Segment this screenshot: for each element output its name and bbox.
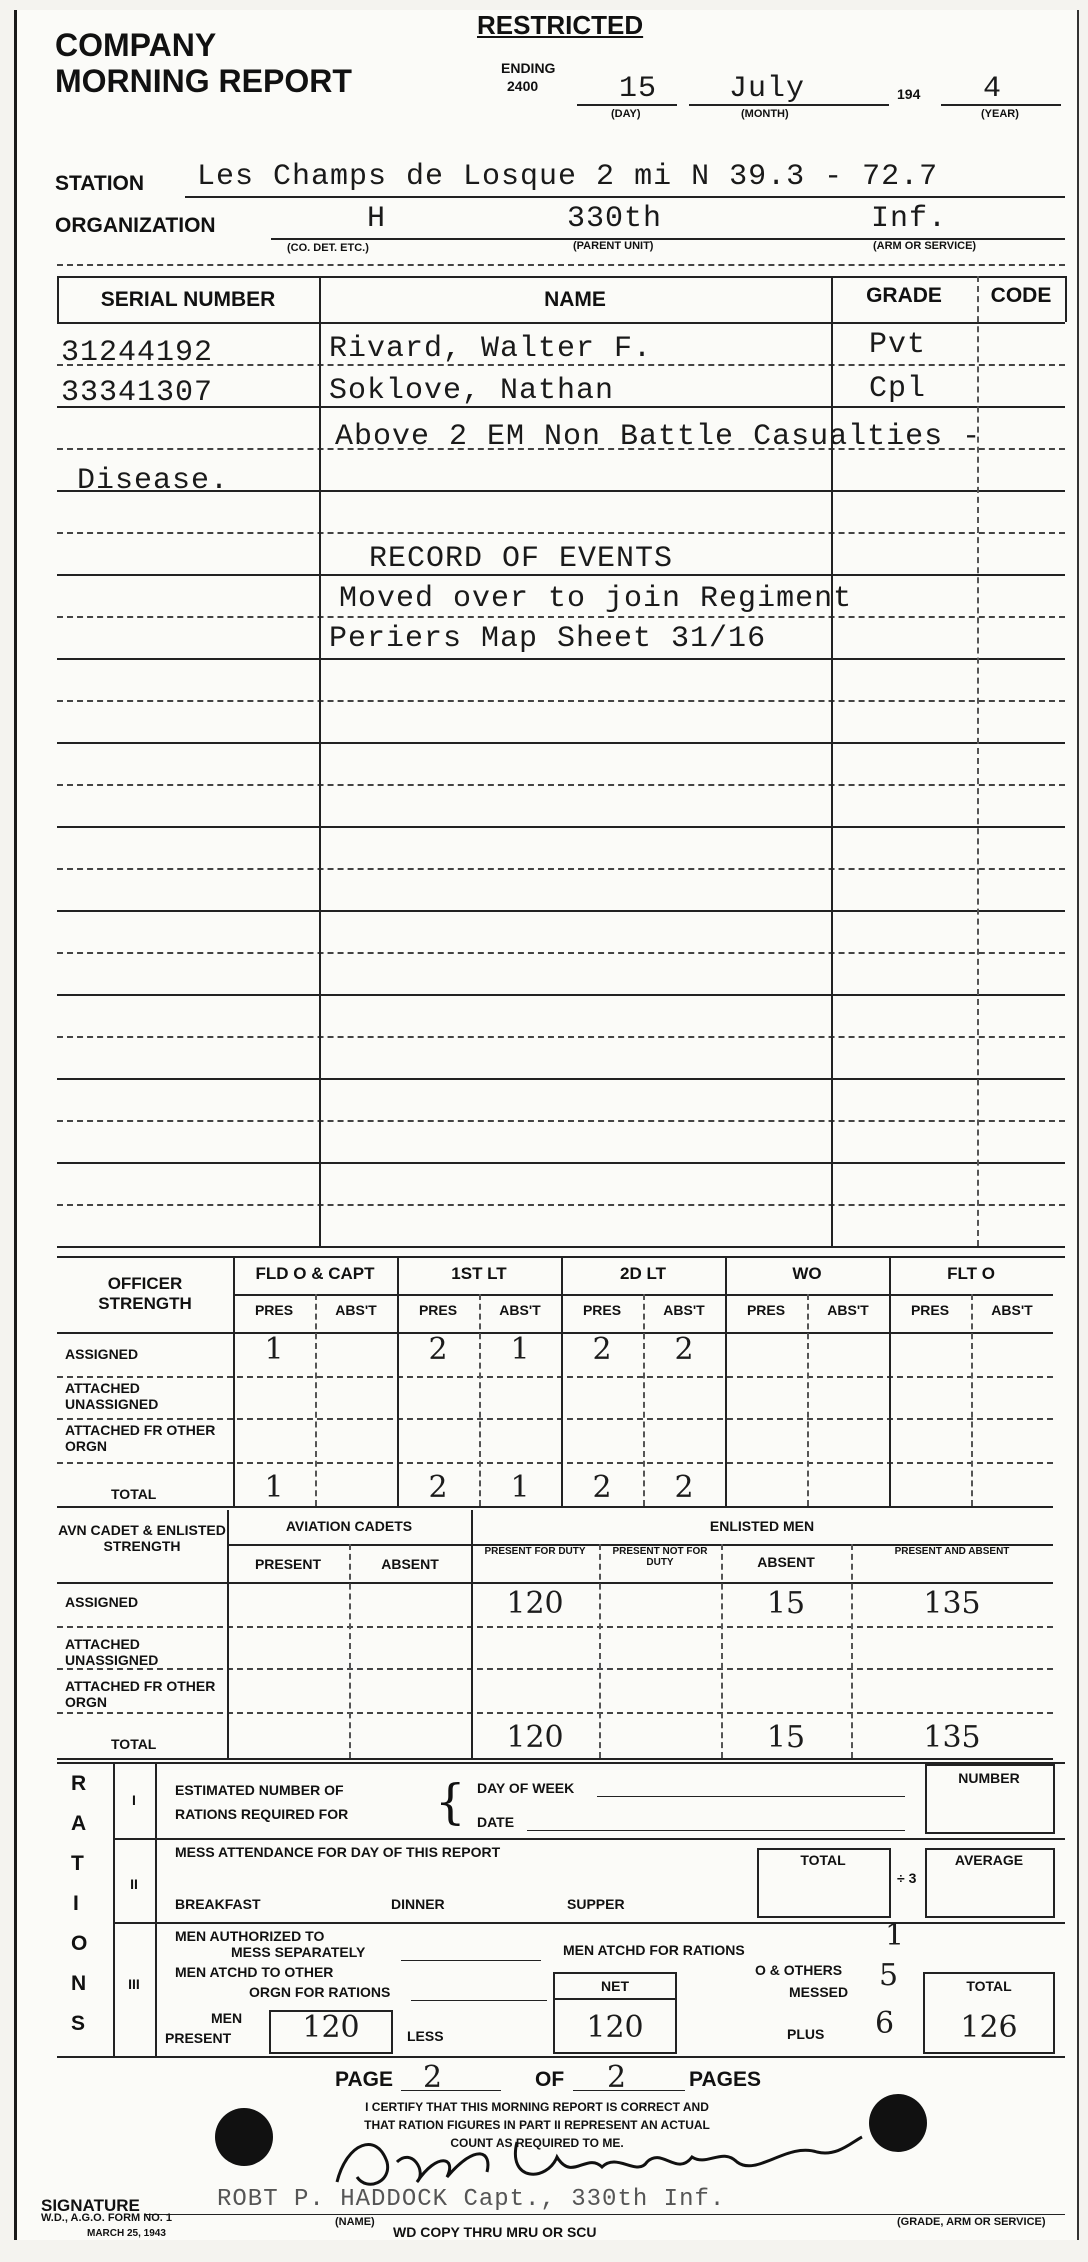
enlisted-line	[57, 1626, 1053, 1628]
certify-line3: COUNT AS REQUIRED TO ME.	[450, 2136, 624, 2150]
roster-col-line	[319, 276, 321, 1246]
binder-hole-right	[869, 2094, 927, 2152]
rations-col-line	[155, 1762, 157, 2056]
station-value: Les Champs de Losque 2 mi N 39.3 - 72.7	[197, 160, 939, 194]
form-number: W.D., A.G.O. FORM NO. 1	[41, 2212, 172, 2224]
number-label: NUMBER	[958, 1770, 1020, 1786]
sub-pres-4: PRES	[746, 1302, 786, 1318]
atchd-for-rations-label: MEN ATCHD FOR RATIONS	[563, 1942, 745, 1958]
mess-attendance-label: MESS ATTENDANCE FOR DAY OF THIS REPORT	[175, 1844, 501, 1860]
breakfast-label: BREAKFAST	[175, 1896, 261, 1912]
morning-report-form: RESTRICTED COMPANY MORNING REPORT ENDING 2400 15 July 194 4 (DAY) (MONTH) (YEAR) STATION Les Champs de Losque 2 mi N 39.3 - 72.7 ORGANIZATION H 330th Inf. (CO. DET. ETC.) (PARENT UNIT) (ARM OR SERVICE) SERIAL NUMBER NAME GRADE CODE 31244192 Rivard, Walter F. Pvt 33341307 Soklove, Nathan Cpl Above 2 EM Non Battle Casualties - Disease. RECORD OF EVENTS Moved over to join Regiment Periers Map Sheet 31/16 OFFICER STRENGTH FLD O & CAPT 1ST LT 2D LT WO FLT O PRES ABS'T PRES ABS'T PRES ABS'T PRES ABS'T PRES ABS'T ASSIGNED ATTACHED UNASSIGNED ATTACHED FR OTHER ORGN TOTAL 1 2 1 2 2 1 2 1 2 2 AVN CADET & ENLISTED STRENGTH AVIATION CADETS ENLISTED MEN PRESENT ABSENT PRESENT FOR DUTY PRESENT NOT FOR DUTY ABSENT PRESENT AND ABSENT ASSIGNED ATTACHED UNASSIGNED ATTACHED FR OTHER ORGN TOTAL 120 15 135 120 15 135 R A T I O N S I II III ESTIMATED NUMBER OF RATIONS REQUIRED FOR { DAY OF WEEK DATE NUMBER MESS ATTENDANCE FOR DAY OF THIS REPORT BREAKFAST DINNER SUPPER TOTAL ÷ 3 AVERAGE MEN AUTHORIZED TO MESS SEPARATELY MEN ATCHD TO OTHER ORGN FOR RATIONS MEN PRESENT 120 LESS NET 120 MEN ATCHD FOR RATIONS 1 O & OTHERS MESSED 5 PLUS 6 TOTAL 126 PAGE 2 OF 2 PAGES I CERTIFY THAT THIS MORNING REPORT IS CORRECT AND THAT RATION FIGURES IN PART II REPRESENT AN ACTUAL COUNT AS REQUIRED TO ME. SIGNATURE ROBT P. HADDOCK Capt., 330th Inf. (NAME) (GRADE, ARM OR SERVICE) W.D., A.G.O. FORM NO. 1 MARCH 25, 1943 WD COPY THRU MRU OR SCU	[14, 10, 1079, 2240]
roster-row-line	[57, 1036, 1065, 1038]
section-iii: III	[128, 1976, 140, 1992]
grand-total-value: 126	[960, 2010, 1018, 2045]
assigned-1lt-abst: 1	[510, 1332, 530, 1367]
assigned-2lt-pres: 2	[592, 1332, 612, 1367]
auth-line2: MESS SEPARATELY	[231, 1944, 366, 1960]
signature-label: SIGNATURE	[41, 2196, 140, 2215]
sub-pres-1: PRES	[254, 1302, 294, 1318]
rations-side-o: O	[71, 1932, 88, 1955]
officer-line	[57, 1506, 1053, 1508]
enl-row-attached-fr-other: ATTACHED FR OTHER ORGN	[65, 1678, 216, 1710]
organization-label: ORGANIZATION	[55, 214, 216, 237]
officer-col-line	[807, 1294, 809, 1506]
atchd-line2: ORGN FOR RATIONS	[249, 1984, 391, 2000]
assigned-2lt-abst: 2	[674, 1332, 694, 1367]
event-line-2: Periers Map Sheet 31/16	[329, 622, 767, 656]
grand-total-label: TOTAL	[966, 1978, 1012, 1994]
caption-arm: (ARM OR SERVICE)	[873, 240, 977, 252]
officer-line	[57, 1376, 1053, 1378]
col-avn-present: PRESENT	[254, 1556, 322, 1572]
assigned-present-for-duty: 120	[506, 1586, 564, 1621]
others-line1: O & OTHERS	[755, 1962, 843, 1978]
rations-line	[113, 1838, 1065, 1840]
section-i: I	[132, 1792, 136, 1808]
net-label: NET	[601, 1978, 629, 1994]
rations-line	[57, 2056, 1065, 2058]
roster-row-line	[57, 1204, 1065, 1206]
col-grade: GRADE	[866, 284, 942, 307]
sub-abst-5: ABS'T	[991, 1302, 1033, 1318]
page-number: 2	[423, 2060, 443, 2095]
month-caption: (MONTH)	[741, 108, 789, 120]
page-label: PAGE	[335, 2068, 393, 2091]
auth-line1: MEN AUTHORIZED TO	[175, 1928, 325, 1944]
group-flt-o: FLT O	[947, 1264, 995, 1283]
total-present-for-duty: 120	[506, 1720, 564, 1755]
caption-grade: (GRADE, ARM OR SERVICE)	[897, 2216, 1046, 2228]
roster-row-line	[57, 742, 1065, 744]
plus-label: PLUS	[787, 2026, 825, 2042]
enlisted-line	[57, 1668, 1053, 1670]
officer-col-line	[889, 1256, 891, 1506]
roster-row-line	[57, 910, 1065, 912]
group-fld-o-capt: FLD O & CAPT	[255, 1264, 375, 1283]
officer-col-line	[397, 1256, 399, 1506]
org-arm: Inf.	[871, 202, 948, 236]
ending-label: ENDING	[501, 60, 556, 76]
row-assigned: ASSIGNED	[65, 1346, 139, 1362]
year-prefix: 194	[897, 86, 921, 102]
rations-side-n: N	[71, 1972, 87, 1995]
row-attached-fr-other: ATTACHED FR OTHER ORGN	[65, 1422, 216, 1454]
enl-row-attached-unassigned: ATTACHED UNASSIGNED	[65, 1636, 159, 1668]
present-label: PRESENT	[165, 2030, 232, 2046]
record-of-events-title: RECORD OF EVENTS	[369, 542, 674, 576]
rations-side-a: A	[71, 1812, 87, 1835]
roster-row-line	[57, 616, 1065, 618]
section-ii: II	[130, 1876, 138, 1892]
org-company: H	[367, 202, 387, 236]
enlisted-men-label: ENLISTED MEN	[709, 1518, 815, 1534]
officer-line	[57, 1256, 1053, 1258]
org-parent-unit: 330th	[567, 202, 663, 236]
less-label: LESS	[407, 2028, 444, 2044]
roster-row-line	[57, 952, 1065, 954]
roster-row-line	[57, 700, 1065, 702]
total-1lt-abst: 1	[510, 1470, 530, 1505]
officer-line	[57, 1418, 1053, 1420]
enl-row-total: TOTAL	[111, 1736, 157, 1752]
of-label: OF	[535, 2068, 565, 2091]
group-1st-lt: 1ST LT	[451, 1264, 507, 1283]
roster-row-line	[57, 994, 1065, 996]
grade-2: Cpl	[869, 372, 927, 406]
enlisted-line	[57, 1758, 1053, 1760]
estimated-line2: RATIONS REQUIRED FOR	[175, 1806, 349, 1822]
station-label: STATION	[55, 172, 145, 195]
assigned-present-and-absent: 135	[923, 1586, 981, 1621]
sub-pres-5: PRES	[910, 1302, 950, 1318]
officer-strength-title2: STRENGTH	[98, 1294, 192, 1313]
certify-line2: THAT RATION FIGURES IN PART II REPRESENT AN ACTUAL	[364, 2118, 710, 2132]
total-pages: 2	[607, 2060, 627, 2095]
dinner-label: DINNER	[391, 1896, 445, 1912]
officer-line	[57, 1462, 1053, 1464]
sub-pres-3: PRES	[582, 1302, 622, 1318]
enlisted-col-line	[349, 1544, 351, 1758]
pages-label: PAGES	[689, 2068, 761, 2091]
day-caption: (DAY)	[611, 108, 641, 120]
enlisted-line	[57, 1712, 1053, 1714]
sub-abst-1: ABS'T	[335, 1302, 377, 1318]
roster-row-line	[57, 868, 1065, 870]
officer-col-line	[561, 1256, 563, 1506]
row-attached-unassigned: ATTACHED UNASSIGNED	[65, 1380, 159, 1412]
roster-row-line	[57, 1078, 1065, 1080]
assigned-fld-pres: 1	[264, 1332, 284, 1367]
serial-2: 33341307	[61, 376, 214, 410]
roster-row-line	[57, 826, 1065, 828]
form-date: MARCH 25, 1943	[87, 2228, 166, 2239]
year-caption: (YEAR)	[981, 108, 1019, 120]
remark-line-1: Above 2 EM Non Battle Casualties -	[335, 420, 982, 454]
total-fld-pres: 1	[264, 1470, 284, 1505]
group-2d-lt: 2D LT	[620, 1264, 666, 1283]
mess-total-label: TOTAL	[800, 1852, 846, 1868]
restricted-stamp: RESTRICTED	[477, 10, 644, 40]
divide-by-three: ÷ 3	[897, 1870, 917, 1886]
name-2: Soklove, Nathan	[329, 374, 615, 408]
rations-side-i: I	[73, 1892, 79, 1915]
officer-strength-title1: OFFICER	[107, 1274, 183, 1293]
remark-line-2: Disease.	[77, 464, 230, 498]
total-enl-absent: 15	[766, 1720, 806, 1755]
group-wo: WO	[792, 1264, 822, 1283]
aviation-cadets-label: AVIATION CADETS	[285, 1518, 413, 1534]
net-value: 120	[586, 2010, 644, 2045]
rations-side-r: R	[71, 1772, 87, 1795]
men-present-value: 120	[302, 2010, 360, 2045]
signer-typed: ROBT P. HADDOCK Capt., 330th Inf.	[217, 2186, 726, 2213]
caption-co: (CO. DET. ETC.)	[287, 242, 369, 254]
col-present-not-for-duty: PRESENT NOT FOR DUTY	[612, 1546, 708, 1568]
men-label: MEN	[211, 2010, 243, 2026]
copy-routing: WD COPY THRU MRU OR SCU	[393, 2224, 597, 2240]
col-code: CODE	[990, 284, 1052, 307]
sub-abst-4: ABS'T	[827, 1302, 869, 1318]
assigned-1lt-pres: 2	[428, 1332, 448, 1367]
form-title-line1: COMPANY	[55, 27, 217, 63]
officer-col-line	[971, 1294, 973, 1506]
day-of-week-label: DAY OF WEEK	[477, 1780, 575, 1796]
roster-row-line	[57, 658, 1065, 660]
col-name: NAME	[544, 288, 606, 311]
enlisted-col-line	[227, 1510, 229, 1758]
officer-col-line	[233, 1256, 235, 1506]
roster-row-line	[57, 784, 1065, 786]
others-messed-value: 5	[879, 1958, 899, 1993]
form-title-line2: MORNING REPORT	[55, 63, 352, 99]
total-1lt-pres: 2	[428, 1470, 448, 1505]
total-2lt-pres: 2	[592, 1470, 612, 1505]
row-total: TOTAL	[111, 1486, 157, 1502]
caption-name: (NAME)	[335, 2216, 375, 2228]
name-1: Rivard, Walter F.	[329, 332, 653, 366]
roster-row-line	[57, 1246, 1065, 1248]
rations-side-s: S	[71, 2012, 86, 2035]
enlisted-line	[57, 1582, 1053, 1584]
atchd-for-rations-value: 1	[885, 1918, 905, 1953]
average-label: AVERAGE	[954, 1852, 1024, 1868]
plus-value: 6	[875, 2006, 895, 2041]
event-line-1: Moved over to join Regiment	[339, 582, 853, 616]
officer-col-line	[725, 1256, 727, 1506]
assigned-enl-absent: 15	[766, 1586, 806, 1621]
report-day: 15	[619, 72, 658, 106]
report-year-digit: 4	[983, 72, 1003, 106]
rations-line	[57, 1762, 1065, 1764]
sub-pres-2: PRES	[418, 1302, 458, 1318]
ending-time: 2400	[507, 78, 539, 94]
col-present-and-absent: PRESENT AND ABSENT	[894, 1546, 1010, 1557]
enlisted-strength-title: AVN CADET & ENLISTED STRENGTH	[58, 1522, 226, 1554]
roster-row-line	[57, 532, 1065, 534]
col-avn-absent: ABSENT	[381, 1556, 439, 1572]
estimated-line1: ESTIMATED NUMBER OF	[175, 1782, 344, 1798]
caption-parent: (PARENT UNIT)	[573, 240, 654, 252]
rations-side-t: T	[71, 1852, 84, 1875]
rations-line	[113, 1922, 1065, 1924]
col-present-for-duty: PRESENT FOR DUTY	[484, 1546, 586, 1557]
grade-1: Pvt	[869, 328, 927, 362]
roster-row-line	[57, 1120, 1065, 1122]
sub-abst-2: ABS'T	[499, 1302, 541, 1318]
enlisted-col-line	[599, 1544, 601, 1758]
certify-line1: I CERTIFY THAT THIS MORNING REPORT IS CORRECT AND	[365, 2100, 709, 2114]
enl-row-assigned: ASSIGNED	[65, 1594, 139, 1610]
date-label: DATE	[477, 1814, 515, 1830]
total-2lt-abst: 2	[674, 1470, 694, 1505]
officer-col-line	[315, 1294, 317, 1506]
serial-1: 31244192	[61, 336, 214, 370]
atchd-line1: MEN ATCHD TO OTHER	[175, 1964, 334, 1980]
roster-row-line	[57, 1162, 1065, 1164]
report-month: July	[729, 72, 806, 106]
total-present-and-absent: 135	[923, 1720, 981, 1755]
col-serial-number: SERIAL NUMBER	[100, 288, 276, 311]
binder-hole-left	[215, 2108, 273, 2166]
supper-label: SUPPER	[567, 1896, 625, 1912]
others-line2: MESSED	[789, 1984, 849, 2000]
sub-abst-3: ABS'T	[663, 1302, 705, 1318]
col-enl-absent: ABSENT	[757, 1554, 815, 1570]
